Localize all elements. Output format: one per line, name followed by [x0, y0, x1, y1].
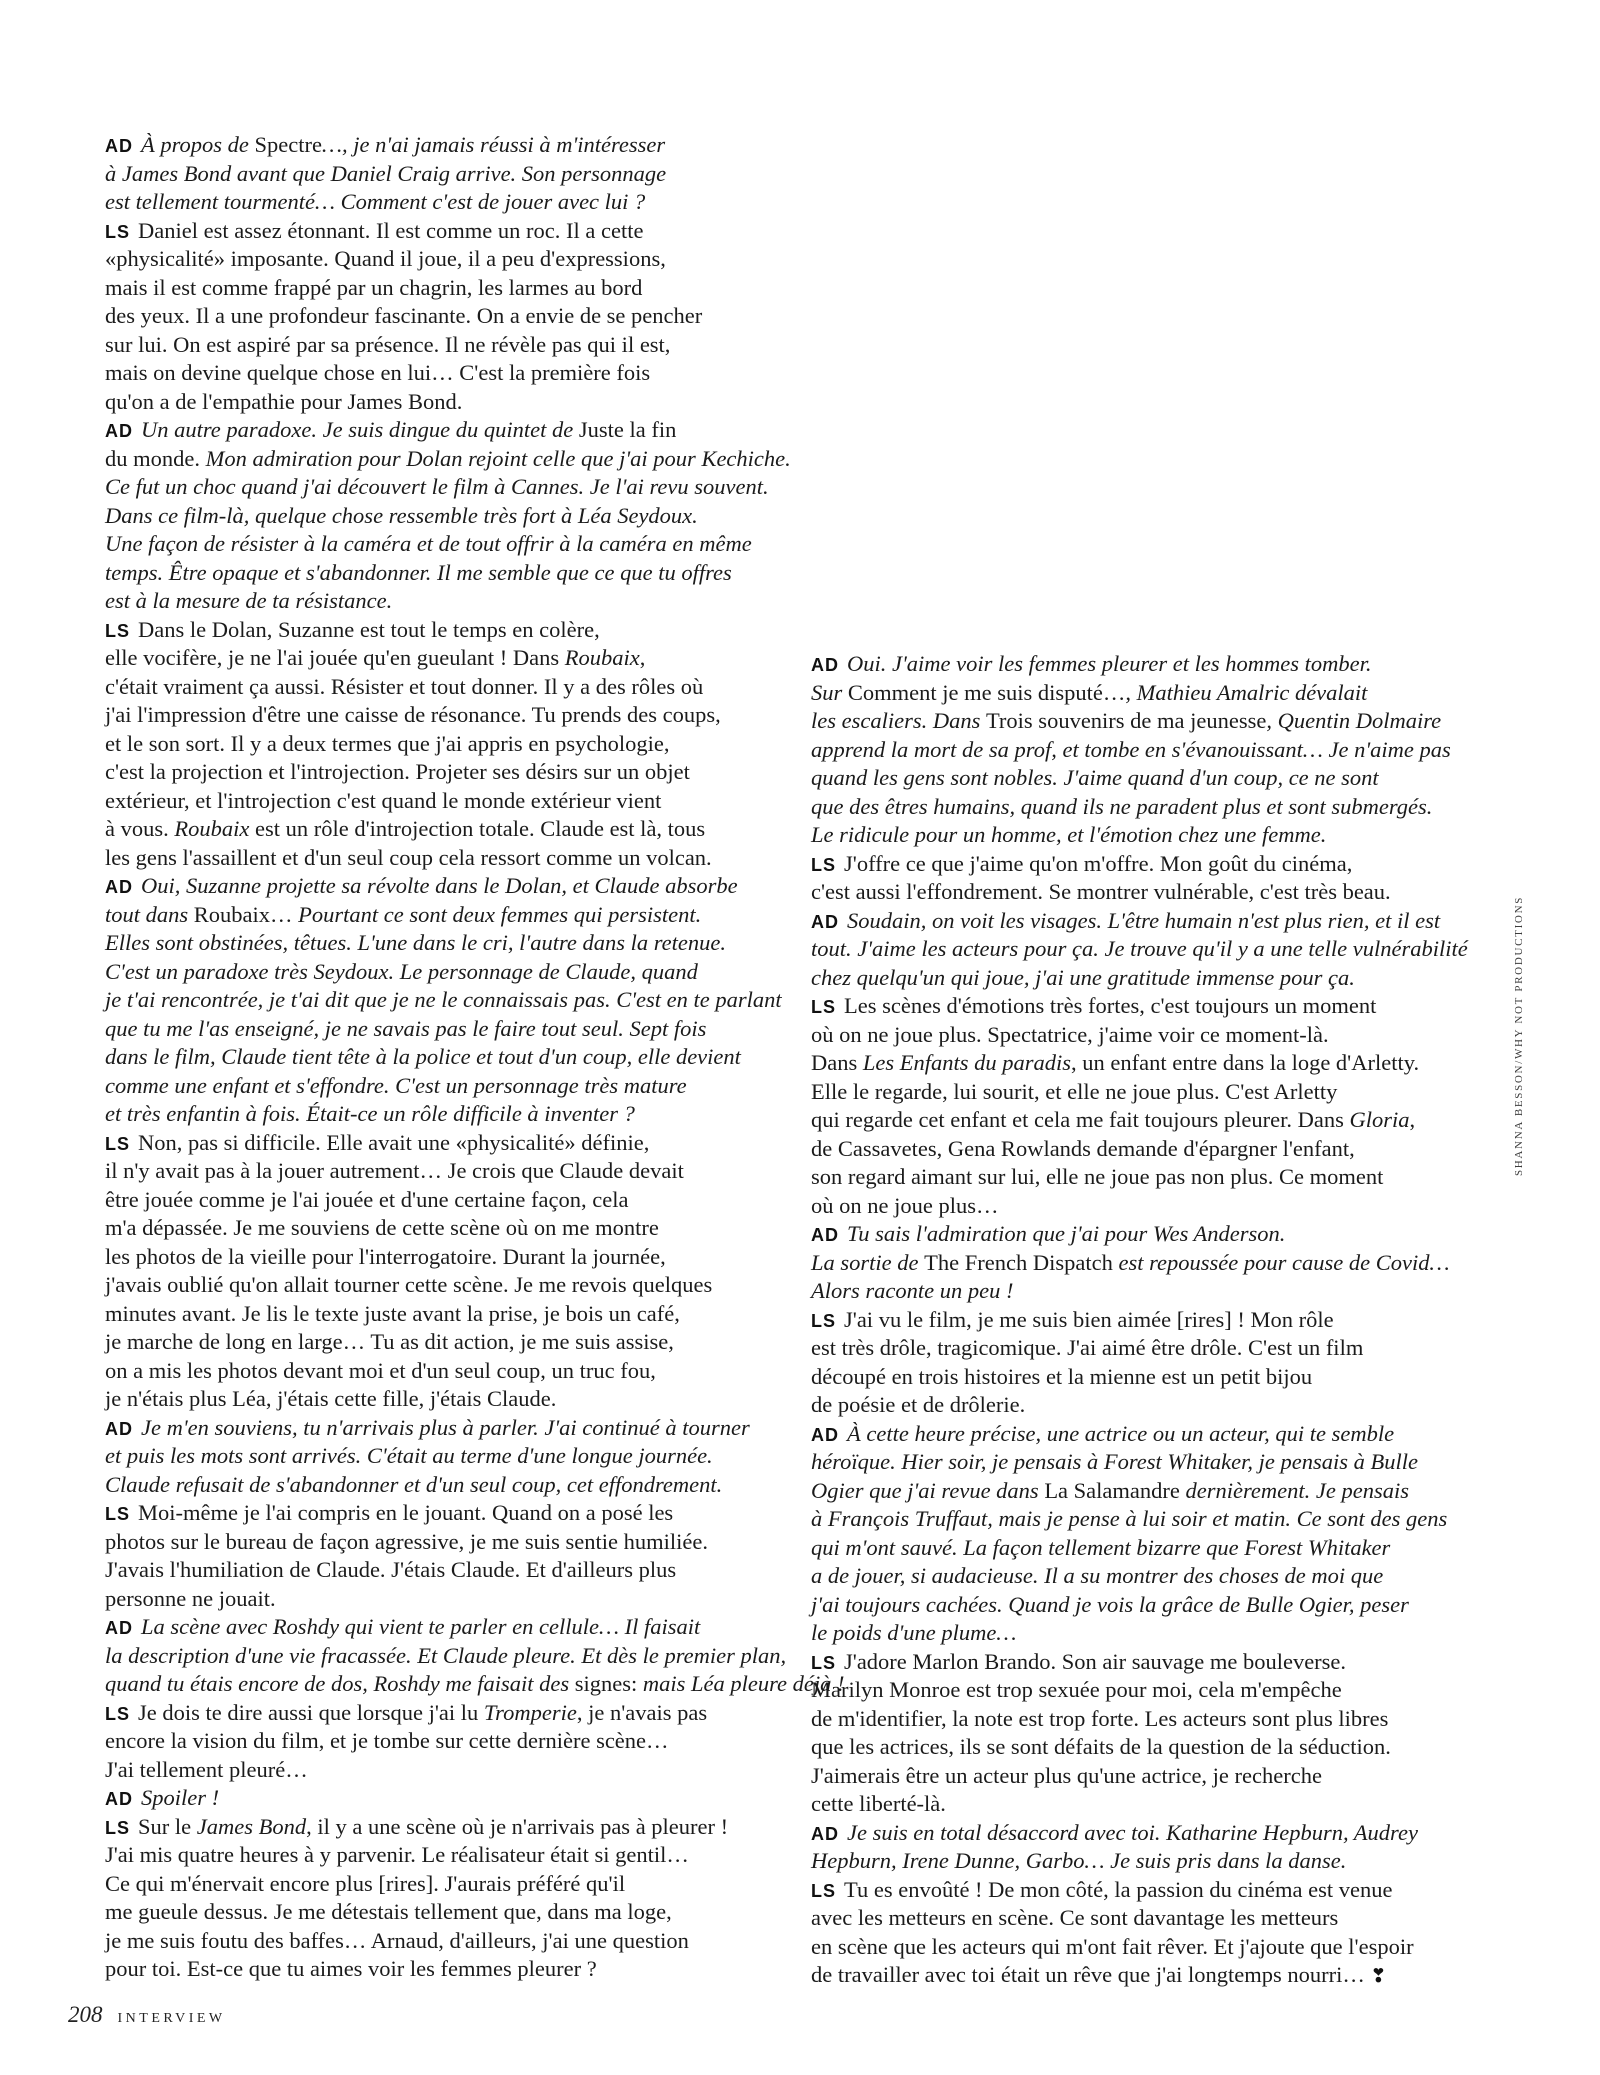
text-run: quand les gens sont nobles. J'aime quand d'un coup, ce ne sont	[811, 765, 1379, 790]
text-run: Pourtant ce sont deux femmes qui persistent.	[292, 901, 702, 927]
text-line	[811, 1106, 1511, 1135]
text-run: tout. J'aime les acteurs pour ça. Je trouve qu'il y a une telle vulnérabilité	[811, 936, 1468, 961]
text-run: J'aimerais être un acteur plus qu'une actrice, je recherche	[811, 1762, 1322, 1788]
text-run: personne ne jouait.	[105, 1585, 276, 1611]
text-run: temps. Être opaque et s'abandonner. Il me semble que ce que tu offres	[105, 559, 732, 585]
text-run: mais Léa pleure déjà !	[637, 1671, 845, 1696]
text-line	[105, 1442, 805, 1471]
text-run: son regard aimant sur lui, elle ne joue pas non plus. Ce moment	[811, 1164, 1384, 1189]
text-line	[105, 1898, 805, 1927]
text-run: Sur	[811, 679, 848, 705]
text-line	[811, 1762, 1511, 1791]
text-run: , Mathieu Amalric dévalait	[1125, 679, 1368, 705]
text-line	[105, 1072, 805, 1101]
text-line	[811, 1961, 1511, 1990]
text-run: La scène avec Roshdy qui vient te parler en cellule… Il faisait	[141, 1614, 701, 1639]
text-run: Ce qui m'énervait encore plus [rires]. J'aurais préféré qu'il	[105, 1870, 626, 1896]
text-line	[105, 1414, 805, 1443]
text-line	[811, 1619, 1511, 1648]
text-line	[811, 878, 1511, 907]
text-run: la description d'une vie fracassée. Et Claude pleure. Et dès le premier plan,	[105, 1642, 787, 1668]
text-run: il n'y avait pas à la jouer autrement… Je crois que Claude devait	[105, 1158, 684, 1183]
text-line	[105, 530, 805, 559]
text-run: Roubaix	[564, 645, 640, 670]
text-run: dans le film, Claude tient tête à la police et tout d'un coup, elle devient	[105, 1044, 741, 1069]
text-run: chez quelqu'un qui joue, j'ai une gratitude immense pour ça.	[811, 964, 1355, 990]
text-line	[105, 1670, 845, 1699]
text-run: The French Dispatch	[924, 1249, 1113, 1275]
text-run: Daniel est assez étonnant. Il est comme un roc. Il a cette	[138, 217, 644, 243]
speaker-label: LS	[811, 997, 837, 1017]
text-run: qui m'ont sauvé. La façon tellement bizarre que Forest Whitaker	[811, 1534, 1391, 1560]
speaker-label: AD	[811, 1225, 839, 1245]
text-line	[105, 559, 805, 588]
text-run: est à la mesure de ta résistance.	[105, 588, 393, 613]
page-number: 208	[68, 2002, 103, 2027]
text-line	[811, 1192, 1511, 1221]
text-run: J'ai vu le film, je me suis bien aimée [rires] ! Mon rôle	[844, 1306, 1334, 1332]
text-run: mais il est comme frappé par un chagrin, les larmes au bord	[105, 274, 643, 300]
text-run: Alors raconte un peu !	[811, 1278, 1014, 1303]
text-line	[811, 1477, 1511, 1506]
text-run: À propos de	[141, 132, 255, 157]
text-line	[105, 1699, 805, 1728]
text-run: Oui, Suzanne projette sa révolte dans le Dolan, et Claude absorbe	[141, 873, 738, 898]
text-line	[811, 1648, 1511, 1677]
text-run: que des êtres humains, quand ils ne paradent plus et sont submergés.	[811, 793, 1433, 819]
text-run: minutes avant. Je lis le texte juste avant la prise, je bois un café,	[105, 1300, 680, 1326]
text-line	[105, 1328, 805, 1357]
text-line	[105, 1186, 805, 1215]
speaker-label: AD	[811, 1823, 839, 1844]
text-run: …, je n'ai jamais réussi à m'intéresser	[322, 132, 666, 157]
text-line	[811, 964, 1511, 993]
text-line	[105, 1214, 805, 1243]
text-run: Les scènes d'émotions très fortes, c'est toujours un moment	[844, 993, 1377, 1018]
text-run: je marche de long en large… Tu as dit action, je me suis assise,	[105, 1329, 674, 1354]
text-run: c'était vraiment ça aussi. Résister et tout donner. Il y a des rôles où	[105, 673, 704, 699]
text-run: que les actrices, ils se sont défaits de la question de la séduction.	[811, 1734, 1391, 1759]
speaker-label: LS	[105, 1133, 131, 1154]
text-run: Oui. J'aime voir les femmes pleurer et les hommes tomber.	[847, 651, 1372, 676]
text-run: découpé en trois histoires et la mienne est un petit bijou	[811, 1363, 1313, 1389]
text-run: La Salamandre	[1044, 1477, 1180, 1503]
text-line	[811, 1904, 1511, 1933]
speaker-label: AD	[105, 1618, 133, 1638]
text-line	[105, 1784, 805, 1813]
text-run: J'ai tellement pleuré…	[105, 1756, 308, 1782]
text-run: pour toi. Est-ce que tu aimes voir les femmes pleurer ?	[105, 1956, 597, 1981]
text-line	[105, 274, 805, 303]
text-line	[811, 1078, 1511, 1107]
text-run: , un enfant entre dans la loge d'Arletty.	[1071, 1050, 1420, 1075]
text-run: du monde.	[105, 445, 206, 471]
text-run: Spectre	[254, 132, 323, 157]
text-run: Elle le regarde, lui sourit, et elle ne joue plus. C'est Arletty	[811, 1078, 1338, 1104]
text-run: extérieur, et l'introjection c'est quand le monde extérieur vient	[105, 787, 662, 813]
text-line	[105, 1585, 805, 1614]
text-run: Les Enfants du paradis	[862, 1050, 1072, 1075]
text-run: a de jouer, si audacieuse. Il a su montrer des choses de moi que	[811, 1563, 1384, 1588]
text-run: sur lui. On est aspiré par sa présence. Il ne révèle pas qui il est,	[105, 331, 671, 357]
text-line	[105, 616, 805, 645]
text-line	[105, 331, 805, 360]
text-line	[105, 1499, 805, 1528]
end-mark-ornament: ❣	[1370, 1965, 1387, 1987]
text-run: encore la vision du film, et je tombe sur cette dernière scène…	[105, 1728, 669, 1753]
text-line	[105, 217, 805, 246]
text-run: de poésie et de drôlerie.	[811, 1392, 1026, 1417]
text-run: Tromperie	[483, 1699, 577, 1725]
speaker-label: AD	[811, 1424, 839, 1445]
text-run: photos sur le bureau de façon agressive, je me suis sentie humiliée.	[105, 1528, 708, 1554]
text-run: Gloria	[1349, 1107, 1410, 1132]
text-run: apprend la mort de sa prof, et tombe en s'évanouissant… Je n'aime pas	[811, 736, 1451, 762]
text-line	[105, 502, 805, 531]
text-run: je n'étais plus Léa, j'étais cette fille, j'étais Claude.	[105, 1386, 557, 1411]
text-line	[811, 850, 1511, 879]
text-run: À cette heure précise, une actrice ou un acteur, qui te semble	[847, 1420, 1395, 1446]
text-run: et très enfantin à fois. Était-ce un rôle difficile à inventer ?	[105, 1101, 635, 1126]
text-line	[105, 1955, 805, 1984]
text-line	[811, 764, 1511, 793]
text-run: Une façon de résister à la caméra et de tout offrir à la caméra en même	[105, 531, 752, 556]
text-line	[811, 1819, 1511, 1848]
speaker-label: AD	[105, 1418, 133, 1439]
text-line	[811, 1021, 1511, 1050]
text-run: est très drôle, tragicomique. J'ai aimé être drôle. C'est un film	[811, 1335, 1364, 1360]
text-line	[811, 1505, 1511, 1534]
text-run: me gueule dessus. Je me détestais tellement que, dans ma loge,	[105, 1899, 672, 1924]
text-run: Marilyn Monroe est trop sexuée pour moi, cela m'empêche	[811, 1677, 1342, 1702]
text-run: qu'on a de l'empathie pour James Bond.	[105, 388, 463, 414]
text-line	[105, 587, 805, 616]
text-line	[105, 445, 805, 474]
text-run: comme une enfant et s'effondre. C'est un personnage très mature	[105, 1072, 687, 1098]
text-run: quand tu étais encore de dos, Roshdy me faisait des	[105, 1671, 575, 1696]
text-run: Le ridicule pour un homme, et l'émotion chez une femme.	[811, 822, 1327, 847]
text-line	[105, 1471, 805, 1500]
text-line	[811, 736, 1511, 765]
text-line	[105, 787, 805, 816]
text-run: je me suis foutu des baffes… Arnaud, d'ailleurs, j'ai une question	[105, 1927, 689, 1953]
text-run: Mon admiration pour Dolan rejoint celle que j'ai pour Kechiche.	[205, 445, 791, 471]
text-run: je t'ai rencontrée, je t'ai dit que je ne le connaissais pas. C'est en te parlant	[105, 987, 782, 1012]
text-line	[105, 359, 805, 388]
speaker-label: LS	[105, 221, 131, 242]
photo-credit-vertical: SHANNA BESSON/WHY NOT PRODUCTIONS	[1513, 895, 1525, 1177]
text-line	[811, 1391, 1511, 1420]
text-run: Dans le Dolan, Suzanne est tout le temps en colère,	[138, 616, 600, 642]
text-line	[105, 872, 805, 901]
text-line	[811, 1277, 1511, 1306]
text-run: Claude refusait de s'abandonner et d'un seul coup, cet effondrement.	[105, 1471, 723, 1497]
text-run: mais on devine quelque chose en lui… C'est la première fois	[105, 360, 651, 385]
speaker-label: LS	[811, 1880, 837, 1901]
text-run: à James Bond avant que Daniel Craig arrive. Son personnage	[105, 160, 667, 186]
text-run: Je suis en total désaccord avec toi. Katharine Hepburn, Audrey	[847, 1819, 1418, 1845]
text-run: avec les metteurs en scène. Ce sont davantage les metteurs	[811, 1905, 1339, 1930]
text-line	[105, 1613, 805, 1642]
text-line	[105, 1556, 805, 1585]
text-line	[811, 1334, 1511, 1363]
text-run: le poids d'une plume…	[811, 1620, 1017, 1645]
text-run: J'avais l'humiliation de Claude. J'étais Claude. Et d'ailleurs plus	[105, 1557, 677, 1582]
text-run: j'avais oublié qu'on allait tourner cette scène. Je me revois quelques	[105, 1272, 713, 1297]
text-run: que tu me l'as enseigné, je ne savais pas le faire tout seul. Sept fois	[105, 1015, 707, 1041]
page-footer	[68, 2002, 226, 2028]
text-run: où on ne joue plus…	[811, 1192, 999, 1218]
text-line	[811, 793, 1511, 822]
text-line	[105, 1043, 805, 1072]
speaker-label: AD	[105, 877, 133, 897]
text-line	[811, 1420, 1511, 1449]
text-line	[105, 844, 805, 873]
text-line	[105, 388, 805, 417]
text-run: tout dans	[105, 901, 194, 927]
speaker-label: AD	[105, 1789, 133, 1809]
text-line	[105, 245, 805, 274]
text-run: Soudain, on voit les visages. L'être humain n'est plus rien, et il est	[847, 907, 1441, 933]
text-line	[105, 815, 805, 844]
text-run: et le son sort. Il y a deux termes que j'ai appris en psychologie,	[105, 730, 670, 756]
text-line	[105, 1100, 805, 1129]
text-line	[105, 160, 805, 189]
text-run: signes:	[574, 1671, 638, 1696]
text-line	[811, 907, 1511, 936]
text-line	[105, 1870, 805, 1899]
speaker-label: AD	[105, 136, 133, 156]
text-run: Tu sais l'admiration que j'ai pour Wes Anderson.	[847, 1221, 1286, 1246]
text-line	[105, 958, 805, 987]
text-run: en scène que les acteurs qui m'ont fait rêver. Et j'ajoute que l'espoir	[811, 1933, 1414, 1959]
text-run: être jouée comme je l'ai jouée et d'une certaine façon, cela	[105, 1186, 629, 1212]
speaker-label: LS	[105, 1504, 131, 1524]
text-run: Comment je me suis disputé…	[847, 679, 1126, 705]
text-run: on a mis les photos devant moi et d'un seul coup, un truc fou,	[105, 1357, 656, 1383]
text-line	[811, 1876, 1511, 1905]
text-run: J'adore Marlon Brando. Son air sauvage me bouleverse.	[844, 1648, 1347, 1674]
text-line	[105, 986, 805, 1015]
text-run: Ogier que j'ai revue dans	[811, 1477, 1045, 1503]
text-line	[811, 1705, 1511, 1734]
text-run: de travailler avec toi était un rêve que j'ai longtemps nourri…	[811, 1962, 1371, 1987]
text-line	[811, 1363, 1511, 1392]
text-run: Je m'en souviens, tu n'arrivais plus à parler. J'ai continué à tourner	[141, 1414, 750, 1440]
text-run: Sur le	[138, 1813, 197, 1839]
text-line	[811, 1163, 1511, 1192]
text-line	[105, 758, 805, 787]
text-run: ,	[1409, 1107, 1416, 1132]
text-run: James Bond	[196, 1813, 307, 1839]
text-run: J'offre ce que j'aime qu'on m'offre. Mon goût du cinéma,	[844, 850, 1353, 876]
text-run: Dans	[811, 1050, 863, 1075]
text-run: Moi-même je l'ai compris en le jouant. Quand on a posé les	[138, 1500, 674, 1525]
text-line	[105, 1528, 805, 1557]
text-run: c'est aussi l'effondrement. Se montrer vulnérable, c'est très beau.	[811, 879, 1391, 904]
text-line	[105, 1813, 805, 1842]
interview-column-left	[105, 131, 845, 1984]
text-line	[811, 1220, 1511, 1249]
text-line	[105, 1385, 805, 1414]
text-run: , il y a une scène où je n'arrivais pas à pleurer !	[306, 1813, 729, 1839]
text-line	[105, 1015, 805, 1044]
text-line	[105, 929, 805, 958]
text-line	[811, 1135, 1511, 1164]
text-run: , je n'avais pas	[576, 1699, 708, 1725]
text-line	[105, 1927, 805, 1956]
text-run: Tu es envoûté ! De mon côté, la passion du cinéma est venue	[844, 1876, 1393, 1902]
text-run: de Cassavetes, Gena Rowlands demande d'épargner l'enfant,	[811, 1135, 1355, 1161]
interview-column-right	[811, 650, 1511, 1990]
text-line	[811, 1790, 1511, 1819]
text-line	[105, 701, 805, 730]
text-run: dernièrement. Je pensais	[1179, 1477, 1409, 1503]
text-line	[811, 1249, 1511, 1278]
text-line	[105, 1129, 805, 1158]
text-run: La sortie de	[811, 1249, 925, 1275]
text-line	[811, 821, 1511, 850]
text-line	[105, 473, 805, 502]
text-run: Dans ce film-là, quelque chose ressemble très fort à Léa Seydoux.	[105, 502, 698, 528]
text-run: «physicalité» imposante. Quand il joue, il a peu d'expressions,	[105, 246, 666, 271]
text-run: est un rôle d'introjection totale. Claude est là, tous	[249, 816, 706, 841]
text-line	[105, 1727, 805, 1756]
text-run: les gens l'assaillent et d'un seul coup cela ressort comme un volcan.	[105, 844, 712, 870]
text-line	[105, 730, 805, 759]
text-run: de m'identifier, la note est trop forte. Les acteurs sont plus libres	[811, 1705, 1389, 1731]
text-run: J'ai mis quatre heures à y parvenir. Le réalisateur était si gentil…	[105, 1842, 689, 1867]
section-label: INTERVIEW	[117, 2011, 226, 2026]
text-line	[105, 673, 805, 702]
text-run: ,	[639, 645, 646, 670]
text-line	[105, 188, 805, 217]
text-run: à François Truffaut, mais je pense à lui soir et matin. Ce sont des gens	[811, 1506, 1448, 1531]
text-line	[811, 650, 1511, 679]
text-line	[105, 1271, 805, 1300]
text-run: j'ai l'impression d'être une caisse de résonance. Tu prends des coups,	[105, 702, 721, 727]
text-run: les photos de la vieille pour l'interrogatoire. Durant la journée,	[105, 1243, 666, 1269]
text-run: Roubaix	[174, 816, 250, 841]
text-run: Un autre paradoxe. Je suis dingue du quintet de	[141, 417, 579, 442]
text-line	[105, 1357, 805, 1386]
speaker-label: AD	[105, 421, 133, 441]
text-line	[811, 1591, 1511, 1620]
text-line	[105, 1841, 805, 1870]
speaker-label: AD	[811, 655, 839, 675]
text-run: C'est un paradoxe très Seydoux. Le personnage de Claude, quand	[105, 958, 698, 984]
text-run: Non, pas si difficile. Elle avait une «physicalité» définie,	[138, 1129, 650, 1155]
text-line	[105, 416, 805, 445]
text-run: cette liberté-là.	[811, 1791, 946, 1816]
speaker-label: LS	[105, 620, 131, 641]
speaker-label: LS	[811, 854, 837, 875]
text-line	[105, 302, 805, 331]
text-run: Roubaix…	[193, 901, 293, 927]
text-run: où on ne joue plus. Spectatrice, j'aime voir ce moment-là.	[811, 1021, 1329, 1047]
text-line	[811, 1847, 1511, 1876]
text-line	[811, 1534, 1511, 1563]
text-line	[105, 131, 805, 160]
text-line	[811, 1676, 1511, 1705]
text-run: m'a dépassée. Je me souviens de cette scène où on me montre	[105, 1215, 659, 1240]
speaker-label: LS	[105, 1817, 131, 1838]
text-run: des yeux. Il a une profondeur fascinante. On a envie de se pencher	[105, 303, 703, 328]
text-line	[811, 1448, 1511, 1477]
speaker-label: LS	[811, 1652, 837, 1673]
text-run: Ce fut un choc quand j'ai découvert le film à Cannes. Je l'ai revu souvent.	[105, 474, 769, 499]
text-line	[105, 1157, 805, 1186]
text-line	[811, 1049, 1511, 1078]
text-run: elle vocifère, je ne l'ai jouée qu'en gueulant ! Dans	[105, 645, 565, 670]
text-line	[105, 1300, 805, 1329]
text-run: les escaliers. Dans	[811, 708, 986, 733]
text-run: , Quentin Dolmaire	[1266, 708, 1442, 733]
text-run: c'est la projection et l'introjection. Projeter ses désirs sur un objet	[105, 759, 690, 784]
text-run: Hepburn, Irene Dunne, Garbo… Je suis pris dans la danse.	[811, 1848, 1347, 1873]
text-line	[811, 935, 1511, 964]
text-run: héroïque. Hier soir, je pensais à Forest Whitaker, je pensais à Bulle	[811, 1449, 1419, 1474]
text-run: Je dois te dire aussi que lorsque j'ai lu	[138, 1699, 484, 1725]
text-run: qui regarde cet enfant et cela me fait toujours pleurer. Dans	[811, 1107, 1350, 1132]
text-line	[105, 1756, 805, 1785]
text-run: est tellement tourmenté… Comment c'est de jouer avec lui ?	[105, 189, 646, 214]
text-line	[811, 1562, 1511, 1591]
text-line	[811, 1933, 1511, 1962]
text-run: Spoiler !	[141, 1785, 220, 1810]
speaker-label: LS	[105, 1703, 131, 1724]
text-run: à vous.	[105, 816, 175, 841]
text-line	[811, 992, 1511, 1021]
text-run: j'ai toujours cachées. Quand je vois la grâce de Bulle Ogier, peser	[811, 1591, 1409, 1617]
text-line	[105, 1642, 805, 1671]
text-line	[811, 707, 1511, 736]
text-line	[105, 1243, 805, 1272]
text-run: Juste la fin	[578, 417, 677, 442]
text-line	[811, 1733, 1511, 1762]
text-line	[811, 679, 1511, 708]
text-run: est repoussée pour cause de Covid…	[1112, 1249, 1450, 1275]
text-run: Elles sont obstinées, têtues. L'une dans le cri, l'autre dans la retenue.	[105, 930, 727, 955]
text-run: Trois souvenirs de ma jeunesse	[985, 708, 1267, 733]
text-line	[105, 644, 805, 673]
speaker-label: AD	[811, 911, 839, 932]
text-run: et puis les mots sont arrivés. C'était au terme d'une longue journée.	[105, 1443, 713, 1468]
text-line	[105, 901, 805, 930]
speaker-label: LS	[811, 1310, 837, 1331]
text-line	[811, 1306, 1511, 1335]
